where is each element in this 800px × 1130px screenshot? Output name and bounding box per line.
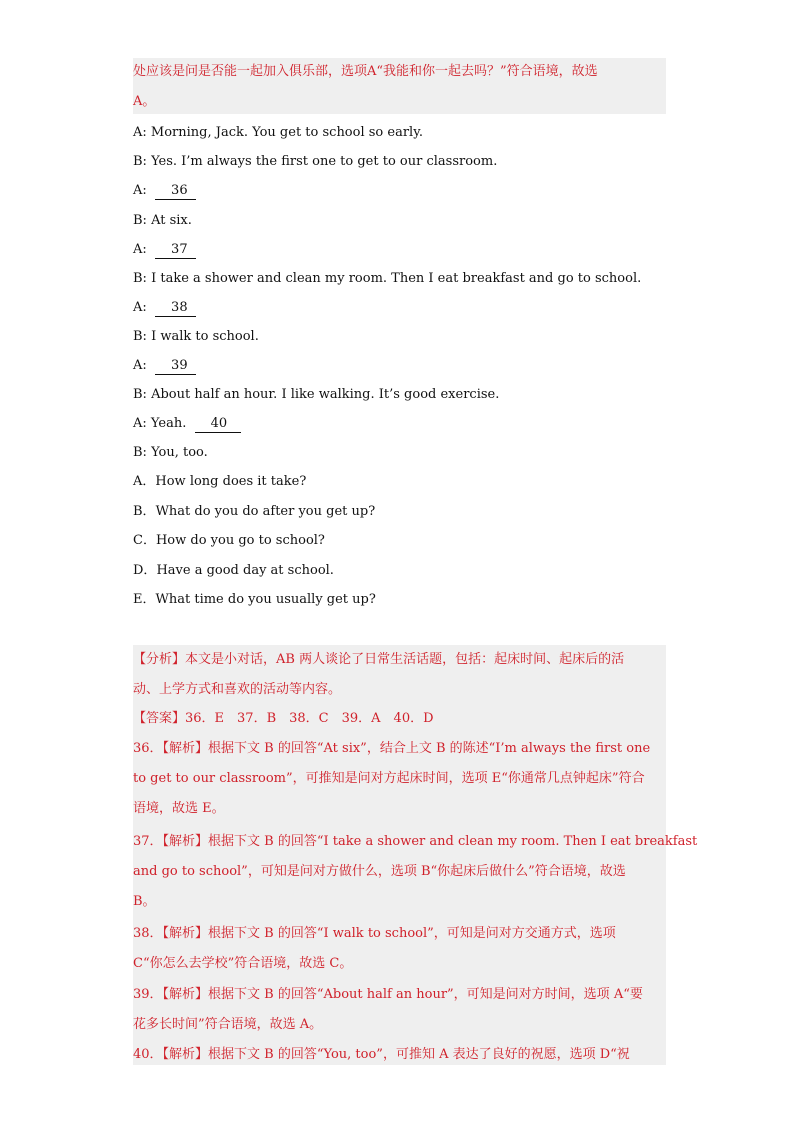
dialogue-line-2: B: Yes. I’m always the first one to get to our classroom. [133,154,498,169]
dialogue-line-5: A: 37 [133,241,196,259]
analysis-line-1: 【分析】本文是小对话，AB 两人谈论了日常生活话题，包括：起床时间、起床后的活 [133,652,625,667]
blank-37[interactable]: 37 [155,242,196,259]
dialogue-line-3: A: 36 [133,182,196,200]
explanation-40-line-1: 40．【解析】根据下文 B 的回答“You, too”，可推知 A 表达了良好的祝愿，选项 D“祝 [133,1047,630,1062]
option-c: C．How do you go to school? [133,533,325,548]
explanation-39-line-1: 39．【解析】根据下文 B 的回答“About half an hour”，可知是问对方时间，选项 A“要 [133,987,643,1002]
answer-line: 【答案】36．E 37．B 38．C 39．A 40．D [133,711,434,726]
blank-36[interactable]: 36 [155,183,196,200]
explanation-37-line-2: and go to school”，可知是问对方做什么，选项 B“你起床后做什么”符合语境，故选 [133,864,626,879]
blank-39[interactable]: 39 [155,358,196,375]
blank-40[interactable]: 40 [195,416,242,433]
dialogue-line-6: B: I take a shower and clean my room. Then I eat breakfast and go to school. [133,271,642,286]
dialogue-line-1: A: Morning, Jack. You get to school so early. [133,125,423,140]
explanation-36-line-3: 语境，故选 E。 [133,801,225,816]
prev-explanation-line-2: A。 [133,94,156,109]
prev-explanation-line-1: 处应该是问是否能一起加入俱乐部，选项A“我能和你一起去吗？”符合语境，故选 [133,64,598,79]
dialogue-line-11: A: Yeah. 40 [133,415,241,433]
dialogue-line-10: B: About half an hour. I like walking. It’s good exercise. [133,387,500,402]
dialogue-line-8: B: I walk to school. [133,329,259,344]
option-a: A．How long does it take? [133,474,307,489]
explanation-36-line-1: 36．【解析】根据下文 B 的回答“At six”，结合上文 B 的陈述“I’m always the first one [133,741,651,756]
explanation-37-line-1: 37．【解析】根据下文 B 的回答“I take a shower and clean my room. Then I eat breakfast [133,834,698,849]
explanation-38-line-1: 38．【解析】根据下文 B 的回答“I walk to school”，可知是问对方交通方式，选项 [133,926,616,941]
option-e: E．What time do you usually get up? [133,592,376,607]
analysis-line-2: 动、上学方式和喜欢的活动等内容。 [133,682,342,697]
dialogue-line-9: A: 39 [133,357,196,375]
dialogue-line-7: A: 38 [133,299,196,317]
explanation-36-line-2: to get to our classroom”，可推知是问对方起床时间，选项 E“你通常几点钟起床”符合 [133,771,645,786]
option-b: B．What do you do after you get up? [133,504,376,519]
explanation-39-line-2: 花多长时间”符合语境，故选 A。 [133,1017,323,1032]
option-d: D．Have a good day at school. [133,563,334,578]
explanation-37-line-3: B。 [133,894,156,909]
blank-38[interactable]: 38 [155,300,196,317]
dialogue-line-4: B: At six. [133,213,192,228]
explanation-38-line-2: C“你怎么去学校”符合语境，故选 C。 [133,956,353,971]
dialogue-line-12: B: You, too. [133,445,208,460]
